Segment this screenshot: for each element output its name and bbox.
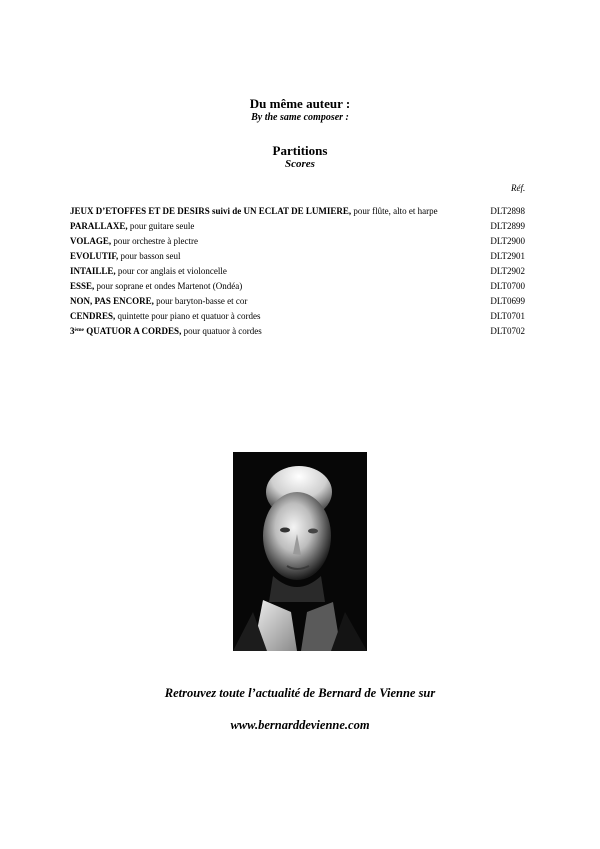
- work-description: pour quatuor à cordes: [183, 326, 262, 336]
- list-item: [70, 266, 525, 276]
- work-number-suffix: ème: [74, 327, 84, 333]
- work-reference: DLT2898: [490, 206, 525, 216]
- work-title: ESSE,: [70, 281, 95, 291]
- work-description: pour flûte, alto et harpe: [353, 206, 438, 216]
- list-item: [70, 311, 525, 321]
- works-list: [70, 206, 525, 341]
- list-item: [70, 236, 525, 246]
- list-item: [70, 221, 525, 231]
- work-reference: DLT2899: [490, 221, 525, 231]
- work-reference: DLT2902: [490, 266, 525, 276]
- list-item: [70, 296, 525, 306]
- reference-column-label: Réf.: [511, 183, 526, 193]
- work-title: CENDRES,: [70, 311, 116, 321]
- website-link[interactable]: www.bernarddevienne.com: [230, 718, 370, 732]
- composer-portrait: [233, 452, 367, 651]
- page-title: Du même auteur :: [249, 96, 351, 111]
- work-title: PARALLAXE,: [70, 221, 128, 231]
- work-reference: DLT0700: [490, 281, 525, 291]
- work-title: EVOLUTIF,: [70, 251, 119, 261]
- work-number: 3: [70, 326, 75, 336]
- section-title: Partitions: [272, 143, 328, 158]
- work-description: quintette pour piano et quatuor à cordes: [117, 311, 261, 321]
- section-subtitle: Scores: [285, 158, 315, 170]
- work-reference: DLT2900: [490, 236, 525, 246]
- work-description: pour soprane et ondes Martenot (Ondéa): [96, 281, 243, 291]
- work-title: JEUX D’ETOFFES ET DE DESIRS suivi de UN ECLAT DE LUMIERE,: [70, 206, 352, 216]
- list-item: [70, 281, 525, 291]
- work-title: INTAILLE,: [70, 266, 116, 276]
- work-reference: DLT0701: [490, 311, 525, 321]
- work-reference: DLT0699: [490, 296, 525, 306]
- work-description: pour basson seul: [120, 251, 181, 261]
- work-title: NON, PAS ENCORE,: [70, 296, 154, 306]
- list-item: [70, 206, 525, 216]
- work-reference: DLT0702: [490, 326, 525, 336]
- work-reference: DLT2901: [490, 251, 525, 261]
- list-item: [70, 326, 525, 336]
- work-description: pour guitare seule: [129, 221, 195, 231]
- page-subtitle: By the same composer :: [251, 112, 349, 123]
- work-description: pour orchestre à plectre: [113, 236, 199, 246]
- work-title: VOLAGE,: [70, 236, 112, 246]
- work-description: pour baryton-basse et cor: [156, 296, 248, 306]
- list-item: [70, 251, 525, 261]
- footer-text: Retrouvez toute l’actualité de Bernard de Vienne sur: [164, 686, 436, 700]
- work-title: QUATUOR A CORDES,: [86, 326, 182, 336]
- work-description: pour cor anglais et violoncelle: [117, 266, 227, 276]
